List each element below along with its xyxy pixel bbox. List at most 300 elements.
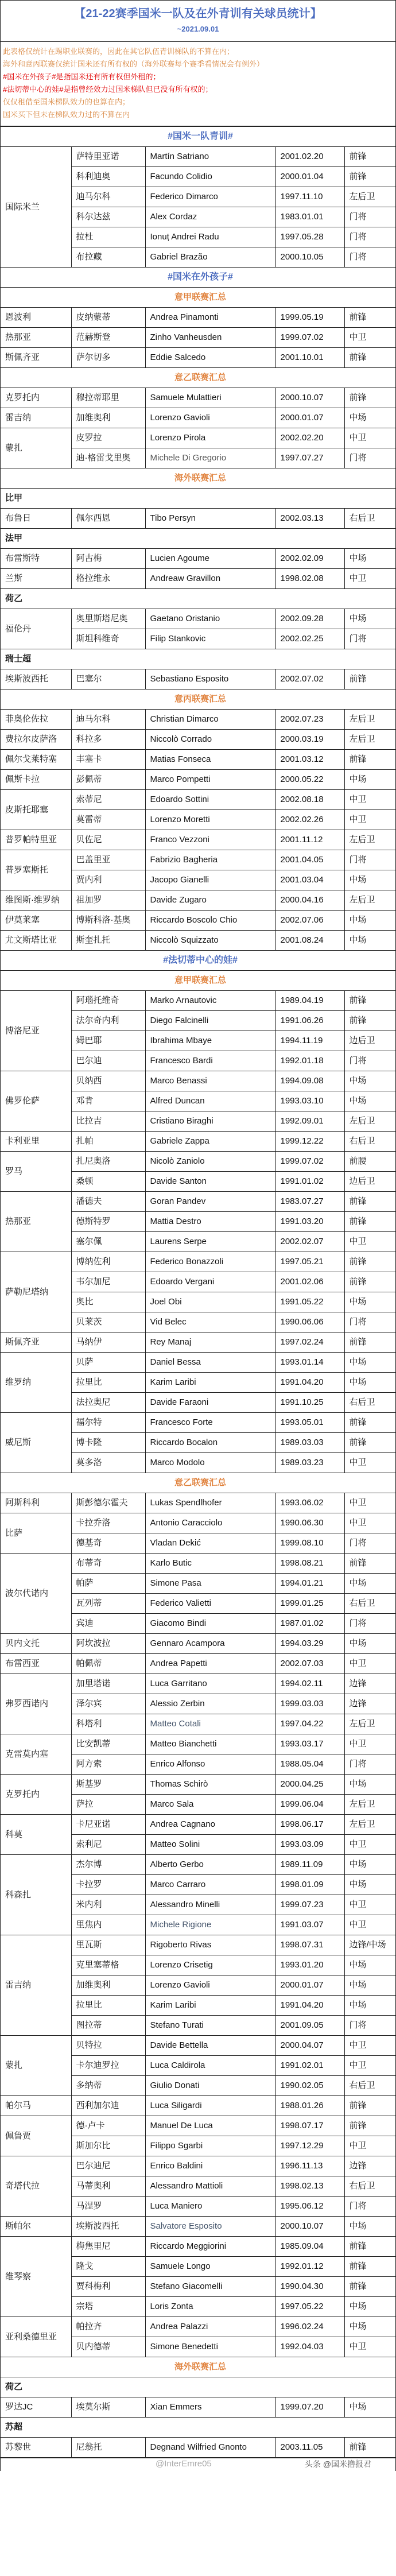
birth-date: 1998.07.31 — [275, 1935, 344, 1955]
position: 中场 — [344, 1373, 395, 1393]
player-name: Ibrahima Mbaye — [145, 1031, 275, 1051]
league-label: 法甲 — [1, 529, 395, 549]
player-name: Riccardo Bocalon — [145, 1433, 275, 1453]
table-row — [1, 2317, 395, 2337]
birth-date: 1993.03.17 — [275, 1734, 344, 1754]
position: 中卫 — [344, 2056, 395, 2076]
birth-date: 1993.01.14 — [275, 1353, 344, 1373]
birth-date: 1983.07.27 — [275, 1192, 344, 1212]
club-name: 国际米兰 — [1, 147, 71, 268]
club-name: 斯佩齐亚 — [1, 348, 71, 368]
player-name: Loris Zonta — [145, 2297, 275, 2317]
player-name: Lorenzo Moretti — [145, 810, 275, 830]
position: 中场 — [344, 1292, 395, 1312]
page-title: 【21-22赛季国米一队及在外青训有关球员统计】 — [74, 7, 322, 20]
player-name: Marco Carraro — [145, 1875, 275, 1895]
player-name: Gaetano Oristanio — [145, 609, 275, 629]
table-row — [1, 328, 395, 348]
player-chinese-name: 卡拉乔洛 — [71, 1513, 145, 1533]
position: 门将 — [344, 1754, 395, 1775]
player-name: Cristiano Biraghi — [145, 1111, 275, 1132]
club-name: 贝内文托 — [1, 1634, 71, 1654]
page-date: ~2021.09.01 — [177, 25, 219, 33]
player-chinese-name: 宗塔 — [71, 2297, 145, 2317]
position: 门将 — [344, 1614, 395, 1634]
birth-date: 1993.05.01 — [275, 1413, 344, 1433]
position: 左后卫 — [344, 1815, 395, 1835]
player-name: Andrea Pinamonti — [145, 308, 275, 328]
player-name: Matteo Bianchetti — [145, 1734, 275, 1754]
league-summary-heading: 意丙联赛汇总 — [1, 689, 395, 710]
player-chinese-name: 法尔奇内利 — [71, 1011, 145, 1031]
player-name: Samuele Longo — [145, 2257, 275, 2277]
position: 前锋 — [344, 1011, 395, 1031]
table-row — [1, 911, 395, 931]
club-name: 萨勒尼塔纳 — [1, 1252, 71, 1332]
section-heading: #法切蒂中心的娃# — [1, 951, 395, 971]
player-chinese-name: 巴盖里亚 — [71, 850, 145, 870]
league-label: 比甲 — [1, 489, 395, 509]
position: 中场 — [344, 1634, 395, 1654]
player-chinese-name: 贝纳西 — [71, 1071, 145, 1091]
player-name: Enrico Alfonso — [145, 1754, 275, 1775]
player-chinese-name: 马涅罗 — [71, 2197, 145, 2217]
player-chinese-name: 布蒂奇 — [71, 1554, 145, 1574]
player-name: Sebastiano Esposito — [145, 669, 275, 689]
birth-date: 2000.04.16 — [275, 890, 344, 911]
player-chinese-name: 比拉吉 — [71, 1111, 145, 1132]
player-name: Vid Belec — [145, 1312, 275, 1332]
position: 边后卫 — [344, 1172, 395, 1192]
position: 前锋 — [344, 2257, 395, 2277]
player-name: Federico Valietti — [145, 1594, 275, 1614]
club-name: 威尼斯 — [1, 1413, 71, 1473]
birth-date: 2001.03.12 — [275, 750, 344, 770]
player-name: Andrea Papetti — [145, 1654, 275, 1674]
player-chinese-name: 马蒂奥利 — [71, 2176, 145, 2197]
player-chinese-name: 德斯特罗 — [71, 1212, 145, 1232]
birth-date: 1997.02.24 — [275, 1332, 344, 1353]
position: 前锋 — [344, 1332, 395, 1353]
table-row — [1, 1634, 395, 1654]
position: 中卫 — [344, 1654, 395, 1674]
birth-date: 1993.01.20 — [275, 1955, 344, 1975]
player-chinese-name: 帕萨 — [71, 1574, 145, 1594]
club-name: 比萨 — [1, 1513, 71, 1554]
table-row — [1, 1513, 395, 1533]
position: 前锋 — [344, 1272, 395, 1292]
position: 中场 — [344, 1353, 395, 1373]
player-name: Davide Faraoni — [145, 1393, 275, 1413]
section-header-row — [1, 127, 395, 147]
position: 门将 — [344, 247, 395, 268]
player-name: Tibo Persyn — [145, 509, 275, 529]
table-row — [1, 710, 395, 730]
position: 门将 — [344, 1533, 395, 1554]
birth-date: 1997.05.22 — [275, 2297, 344, 2317]
birth-date: 2002.02.07 — [275, 1232, 344, 1252]
club-name: 克雷莫内塞 — [1, 1734, 71, 1775]
table-row — [1, 1734, 395, 1754]
position: 前锋 — [344, 308, 395, 328]
player-name: Davide Bettella — [145, 2036, 275, 2056]
player-name: Nicolò Zaniolo — [145, 1152, 275, 1172]
club-name: 维琴察 — [1, 2237, 71, 2317]
player-chinese-name: 彭佩蒂 — [71, 770, 145, 790]
player-chinese-name: 博斯科洛·基奥 — [71, 911, 145, 931]
birth-date: 1988.05.04 — [275, 1754, 344, 1775]
position: 门将 — [344, 1051, 395, 1071]
club-name: 科莫 — [1, 1815, 71, 1855]
player-name: Degnand Wilfried Gnonto — [145, 2438, 275, 2458]
position: 中场 — [344, 1574, 395, 1594]
player-chinese-name: 卡拉罗 — [71, 1875, 145, 1895]
position: 前锋 — [344, 2096, 395, 2116]
position: 门将 — [344, 2197, 395, 2217]
player-name: Salvatore Esposito — [145, 2217, 275, 2237]
player-chinese-name: 巴尔迪 — [71, 1051, 145, 1071]
position: 左后卫 — [344, 830, 395, 850]
table-row — [1, 850, 395, 870]
birth-date: 1992.04.03 — [275, 2337, 344, 2357]
club-name: 热那亚 — [1, 328, 71, 348]
club-name: 普罗帕特里亚 — [1, 830, 71, 850]
player-chinese-name: 皮纳蒙蒂 — [71, 308, 145, 328]
table-row — [1, 1815, 395, 1835]
player-name: Ionuț Andrei Radu — [145, 227, 275, 247]
birth-date: 2002.02.25 — [275, 629, 344, 649]
league-label: 荷乙 — [1, 589, 395, 609]
player-chinese-name: 莫多洛 — [71, 1453, 145, 1473]
player-name: Facundo Colidio — [145, 167, 275, 187]
birth-date: 1999.07.20 — [275, 2397, 344, 2418]
player-name: Karim Laribi — [145, 1996, 275, 2016]
player-name: Lorenzo Gavioli — [145, 408, 275, 428]
player-name: Davide Zugaro — [145, 890, 275, 911]
position: 中场 — [344, 609, 395, 629]
club-name: 科森扎 — [1, 1855, 71, 1935]
birth-date: 1997.05.21 — [275, 1252, 344, 1272]
player-name: Alex Cordaz — [145, 207, 275, 227]
birth-date: 1993.06.02 — [275, 1493, 344, 1513]
player-name: Andrea Cagnano — [145, 1815, 275, 1835]
table-row — [1, 348, 395, 368]
birth-date: 2000.04.25 — [275, 1775, 344, 1795]
table-row — [1, 1252, 395, 1272]
player-chinese-name: 奥比 — [71, 1292, 145, 1312]
table-row — [1, 1654, 395, 1674]
position: 中卫 — [344, 1513, 395, 1533]
player-chinese-name: 邓肯 — [71, 1091, 145, 1111]
position: 中卫 — [344, 1835, 395, 1855]
club-name: 布雷西亚 — [1, 1654, 71, 1674]
sub-header-row — [1, 689, 395, 710]
club-name: 尤文斯塔比亚 — [1, 931, 71, 951]
position: 中卫 — [344, 328, 395, 348]
player-name: Samuele Mulattieri — [145, 388, 275, 408]
birth-date: 1995.06.12 — [275, 2197, 344, 2217]
player-name: Davide Santon — [145, 1172, 275, 1192]
birth-date: 1989.11.09 — [275, 1855, 344, 1875]
table-row — [1, 1332, 395, 1353]
table-row — [1, 388, 395, 408]
table-row — [1, 2036, 395, 2056]
player-chinese-name: 格拉维永 — [71, 569, 145, 589]
birth-date: 2002.02.09 — [275, 549, 344, 569]
position: 右后卫 — [344, 509, 395, 529]
position: 门将 — [344, 850, 395, 870]
birth-date: 1988.01.26 — [275, 2096, 344, 2116]
player-chinese-name: 贾科梅利 — [71, 2277, 145, 2297]
table-row — [1, 569, 395, 589]
position: 中场 — [344, 1855, 395, 1875]
player-name: Enrico Baldini — [145, 2156, 275, 2176]
position: 边锋/中场 — [344, 1935, 395, 1955]
club-name: 苏黎世 — [1, 2438, 71, 2458]
player-chinese-name: 比安凯蒂 — [71, 1734, 145, 1754]
player-chinese-name: 贝萨 — [71, 1353, 145, 1373]
club-name: 雷吉纳 — [1, 408, 71, 428]
note-line: 仅仅租借至国米梯队效力的也算在内； — [3, 98, 130, 106]
league-summary-heading: 海外联赛汇总 — [1, 2357, 395, 2377]
birth-date: 1998.08.21 — [275, 1554, 344, 1574]
club-name: 皮斯托耶塞 — [1, 790, 71, 830]
player-name: Christian Dimarco — [145, 710, 275, 730]
birth-date: 2001.10.01 — [275, 348, 344, 368]
position: 中卫 — [344, 1453, 395, 1473]
position: 右后卫 — [344, 1393, 395, 1413]
player-chinese-name: 法拉奥尼 — [71, 1393, 145, 1413]
birth-date: 2000.03.19 — [275, 730, 344, 750]
birth-date: 1998.01.09 — [275, 1875, 344, 1895]
player-name: Giacomo Bindi — [145, 1614, 275, 1634]
player-chinese-name: 塞尔佩 — [71, 1232, 145, 1252]
position: 中场 — [344, 408, 395, 428]
player-name: Riccardo Boscolo Chio — [145, 911, 275, 931]
table-row — [1, 1775, 395, 1795]
player-chinese-name: 佩尔西恩 — [71, 509, 145, 529]
table-row — [1, 1192, 395, 1212]
position: 中场 — [344, 2217, 395, 2237]
club-name: 克罗托内 — [1, 1775, 71, 1815]
player-name: Marco Benassi — [145, 1071, 275, 1091]
player-name: Gabriele Zappa — [145, 1132, 275, 1152]
birth-date: 1999.12.22 — [275, 1132, 344, 1152]
note-line: 海外和意丙联赛仅统计国米还有所有权的（海外联赛每个赛季看情况会有例外） — [3, 60, 265, 68]
club-name: 克罗托内 — [1, 388, 71, 408]
sub-header-row — [1, 971, 395, 991]
table-row — [1, 1493, 395, 1513]
player-name: Xian Emmers — [145, 2397, 275, 2418]
position: 前锋 — [344, 669, 395, 689]
player-chinese-name: 迪马尔科 — [71, 710, 145, 730]
birth-date: 2000.01.07 — [275, 1975, 344, 1996]
position: 门将 — [344, 1312, 395, 1332]
club-name: 博洛尼亚 — [1, 991, 71, 1071]
league-summary-heading: 意乙联赛汇总 — [1, 1473, 395, 1493]
player-name: Luca Garritano — [145, 1674, 275, 1694]
club-name: 维图斯·维罗纳 — [1, 890, 71, 911]
table-row — [1, 2217, 395, 2237]
table-row — [1, 509, 395, 529]
position: 中场 — [344, 1775, 395, 1795]
player-name: Federico Bonazzoli — [145, 1252, 275, 1272]
club-name: 阿斯科利 — [1, 1493, 71, 1513]
league-header-row — [1, 489, 395, 509]
player-chinese-name: 贝内德蒂 — [71, 2337, 145, 2357]
player-chinese-name: 科塔利 — [71, 1714, 145, 1734]
birth-date: 1994.11.19 — [275, 1031, 344, 1051]
player-chinese-name: 埃莫尔斯 — [71, 2397, 145, 2418]
birth-date: 1997.04.22 — [275, 1714, 344, 1734]
club-name: 亚利桑德里亚 — [1, 2317, 71, 2357]
player-chinese-name: 迪·格雷戈里奥 — [71, 448, 145, 468]
player-name: Stefano Turati — [145, 2016, 275, 2036]
position: 前锋 — [344, 991, 395, 1011]
player-chinese-name: 梅焦里尼 — [71, 2237, 145, 2257]
notes-block — [1, 42, 395, 126]
table-row — [1, 931, 395, 951]
player-chinese-name: 泽尔宾 — [71, 1694, 145, 1714]
position: 中场 — [344, 1955, 395, 1975]
player-chinese-name: 米内利 — [71, 1895, 145, 1915]
birth-date: 1997.11.10 — [275, 187, 344, 207]
footer — [1, 2458, 395, 2471]
player-chinese-name: 斯坦科维奇 — [71, 629, 145, 649]
birth-date: 1998.02.13 — [275, 2176, 344, 2197]
birth-date: 2002.02.26 — [275, 810, 344, 830]
player-name: Manuel De Luca — [145, 2116, 275, 2136]
birth-date: 1991.04.20 — [275, 1373, 344, 1393]
position: 门将 — [344, 227, 395, 247]
player-chinese-name: 斯加尔比 — [71, 2136, 145, 2156]
table-row — [1, 1132, 395, 1152]
player-chinese-name: 阿古梅 — [71, 549, 145, 569]
position: 中场 — [344, 911, 395, 931]
player-name: Vladan Dekić — [145, 1533, 275, 1554]
player-chinese-name: 克里塞蒂格 — [71, 1955, 145, 1975]
player-name: Marko Arnautovic — [145, 991, 275, 1011]
player-chinese-name: 阿方索 — [71, 1754, 145, 1775]
club-name: 布鲁日 — [1, 509, 71, 529]
player-name: Gabriel Brazão — [145, 247, 275, 268]
club-name: 斯佩齐亚 — [1, 1332, 71, 1353]
position: 中卫 — [344, 1232, 395, 1252]
club-name: 费拉尔皮萨洛 — [1, 730, 71, 750]
birth-date: 2001.02.20 — [275, 147, 344, 167]
player-chinese-name: 帕拉齐 — [71, 2317, 145, 2337]
birth-date: 2000.04.07 — [275, 2036, 344, 2056]
player-chinese-name: 西利加尔迪 — [71, 2096, 145, 2116]
player-chinese-name: 阿坎波拉 — [71, 1634, 145, 1654]
player-chinese-name: 潘德夫 — [71, 1192, 145, 1212]
birth-date: 1993.03.09 — [275, 1835, 344, 1855]
position: 中卫 — [344, 1493, 395, 1513]
player-chinese-name: 韦尔加尼 — [71, 1272, 145, 1292]
position: 边锋 — [344, 1674, 395, 1694]
position: 门将 — [344, 207, 395, 227]
player-name: Andreaw Gravillon — [145, 569, 275, 589]
player-chinese-name: 科尔达兹 — [71, 207, 145, 227]
table-row — [1, 2096, 395, 2116]
position: 中场 — [344, 1875, 395, 1895]
birth-date: 1985.09.04 — [275, 2237, 344, 2257]
birth-date: 1997.07.27 — [275, 448, 344, 468]
position: 中卫 — [344, 810, 395, 830]
player-chinese-name: 穆拉蒂耶里 — [71, 388, 145, 408]
player-chinese-name: 帕佩蒂 — [71, 1654, 145, 1674]
table-row — [1, 1855, 395, 1875]
birth-date: 1999.07.23 — [275, 1895, 344, 1915]
table-row — [1, 1152, 395, 1172]
table-row — [1, 308, 395, 328]
birth-date: 2002.07.02 — [275, 669, 344, 689]
player-name: Francesco Forte — [145, 1413, 275, 1433]
table-row — [1, 408, 395, 428]
birth-date: 1987.01.02 — [275, 1614, 344, 1634]
birth-date: 1999.01.25 — [275, 1594, 344, 1614]
player-chinese-name: 多纳蒂 — [71, 2076, 145, 2096]
position: 前锋 — [344, 2438, 395, 2458]
position: 前锋 — [344, 1212, 395, 1232]
player-chinese-name: 卡尼亚诺 — [71, 1815, 145, 1835]
club-name: 雷吉纳 — [1, 1935, 71, 2036]
player-name: Jacopo Gianelli — [145, 870, 275, 890]
club-name: 佩尔戈莱特塞 — [1, 750, 71, 770]
birth-date: 1991.10.25 — [275, 1393, 344, 1413]
player-chinese-name: 扎尼奥洛 — [71, 1152, 145, 1172]
birth-date: 1999.05.19 — [275, 308, 344, 328]
player-chinese-name: 斯奎扎托 — [71, 931, 145, 951]
weibo-watermark: @InterEmre05 — [156, 2459, 212, 2469]
player-chinese-name: 杰尔博 — [71, 1855, 145, 1875]
player-name: Edoardo Sottini — [145, 790, 275, 810]
player-name: Diego Falcinelli — [145, 1011, 275, 1031]
birth-date: 1990.02.05 — [275, 2076, 344, 2096]
table-row — [1, 1674, 395, 1694]
birth-date: 2003.11.05 — [275, 2438, 344, 2458]
player-chinese-name: 贝佐尼 — [71, 830, 145, 850]
position: 左后卫 — [344, 187, 395, 207]
birth-date: 1992.01.12 — [275, 2257, 344, 2277]
club-name: 罗马 — [1, 1152, 71, 1192]
birth-date: 1999.07.02 — [275, 1152, 344, 1172]
player-chinese-name: 博纳佐利 — [71, 1252, 145, 1272]
birth-date: 1990.06.30 — [275, 1513, 344, 1533]
player-name: Alessio Zerbin — [145, 1694, 275, 1714]
position: 中场 — [344, 2397, 395, 2418]
birth-date: 1997.12.29 — [275, 2136, 344, 2156]
player-chinese-name: 尼翁托 — [71, 2438, 145, 2458]
player-name: Luca Maniero — [145, 2197, 275, 2217]
birth-date: 1991.02.01 — [275, 2056, 344, 2076]
table-row — [1, 2397, 395, 2418]
player-chinese-name: 莫雷蒂 — [71, 810, 145, 830]
club-name: 罗达JC — [1, 2397, 71, 2418]
birth-date: 2002.07.23 — [275, 710, 344, 730]
player-name: Martín Satriano — [145, 147, 275, 167]
player-name: Marco Modolo — [145, 1453, 275, 1473]
birth-date: 1989.03.23 — [275, 1453, 344, 1473]
player-chinese-name: 范赫斯登 — [71, 328, 145, 348]
section-heading: #国米在外孩子# — [1, 268, 395, 288]
birth-date: 1999.03.03 — [275, 1694, 344, 1714]
player-name: Zinho Vanheusden — [145, 328, 275, 348]
position: 前锋 — [344, 2116, 395, 2136]
birth-date: 2002.07.03 — [275, 1654, 344, 1674]
position: 前锋 — [344, 2277, 395, 2297]
position: 前锋 — [344, 1252, 395, 1272]
